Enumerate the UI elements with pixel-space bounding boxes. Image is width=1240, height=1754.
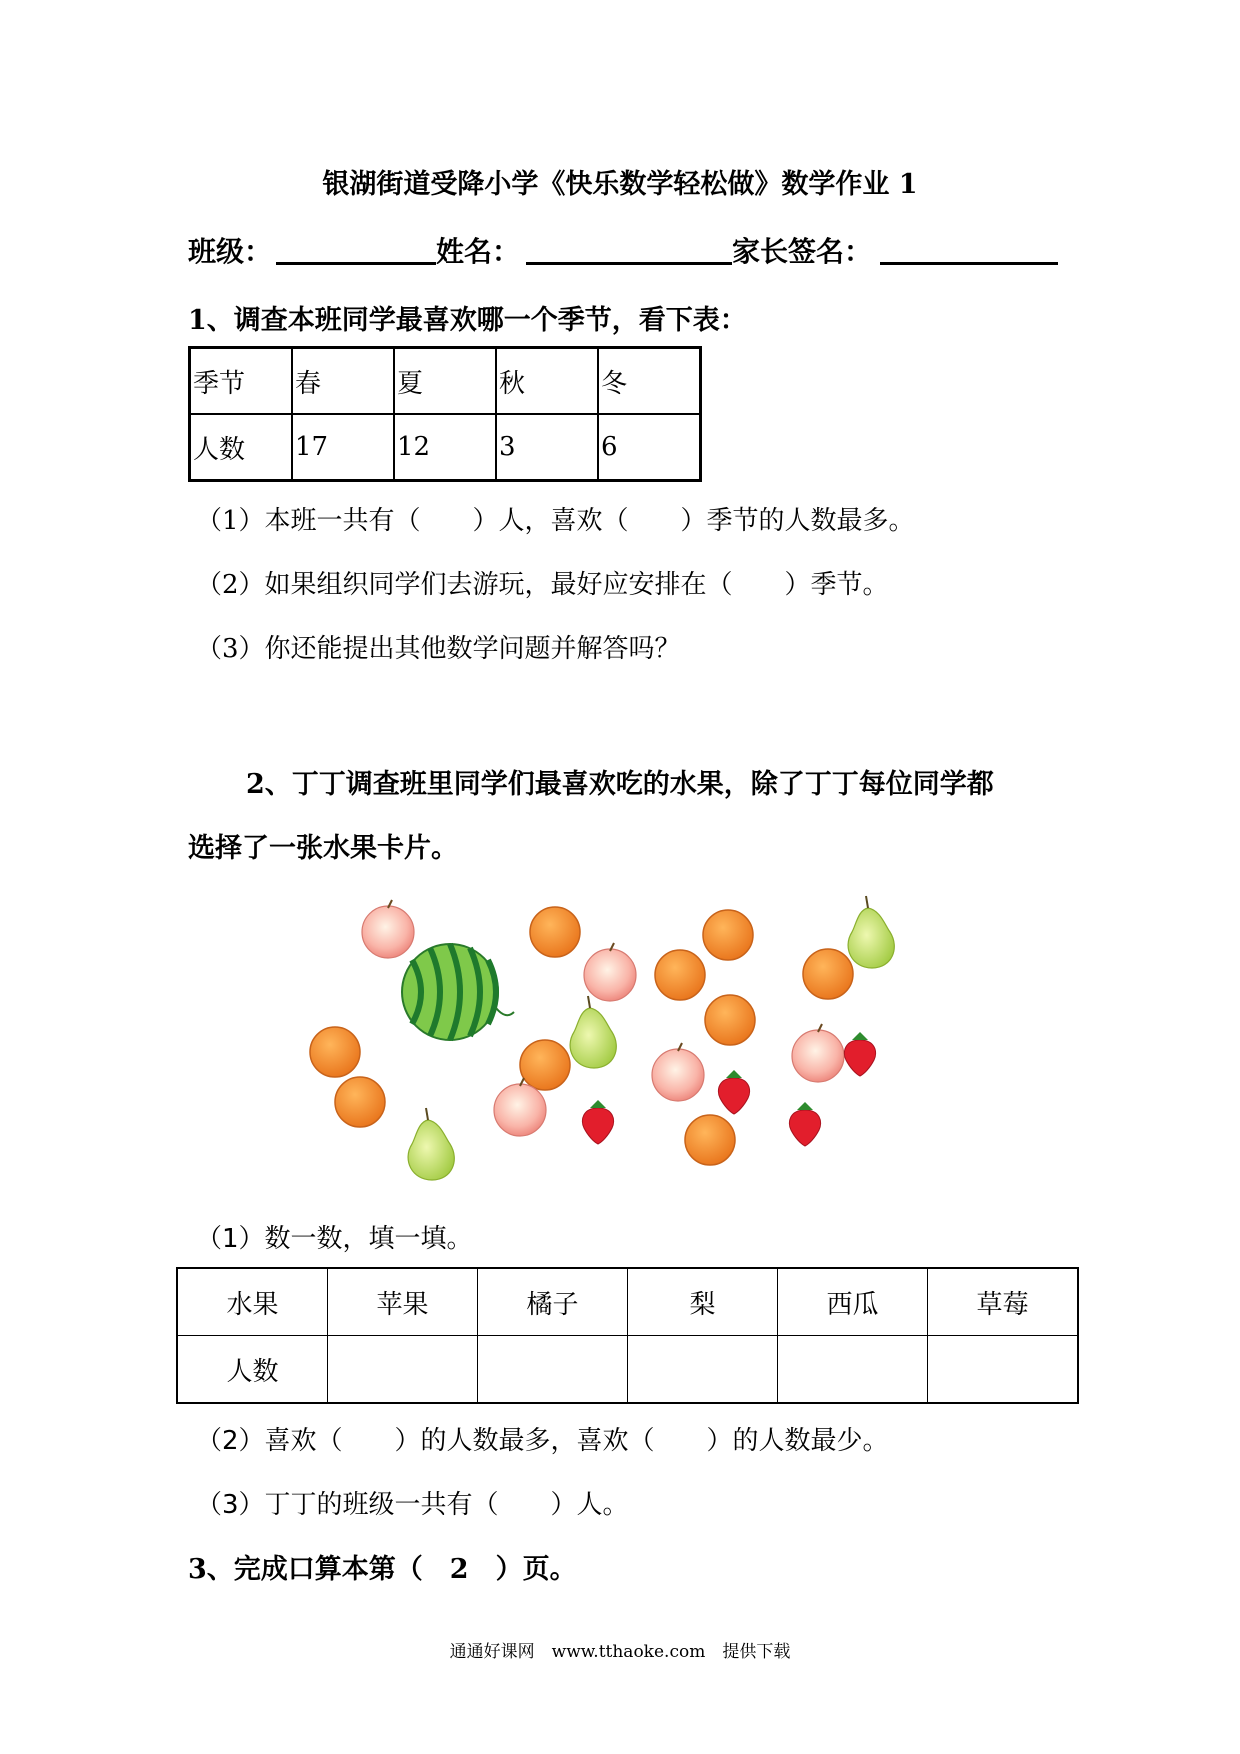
- footer: 通通好课网 www.tthaoke.com 提供下载: [449, 1642, 791, 1662]
- table-cell: 西瓜: [778, 1268, 928, 1336]
- q1-sub3: （3）你还能提出其他数学问题并解答吗？: [196, 634, 681, 664]
- q2-sub2: （2）喜欢（ ）的人数最多，喜欢（ ）的人数最少。: [196, 1426, 889, 1456]
- page-title: 银湖街道受降小学《快乐数学轻松做》数学作业 1: [322, 169, 918, 200]
- fruit-table: [176, 1267, 1079, 1404]
- table-cell: 3: [496, 414, 598, 481]
- orange: [685, 1115, 735, 1165]
- strawberry: [789, 1110, 820, 1146]
- orange: [655, 950, 705, 1000]
- strawberry: [844, 1040, 875, 1076]
- table-cell: 季节: [190, 348, 293, 415]
- table-cell: 人数: [177, 1336, 328, 1404]
- class-label: 班级：: [188, 235, 273, 268]
- parent-sign-field[interactable]: [880, 262, 1058, 265]
- table-cell: 12: [394, 414, 496, 481]
- q2-heading-line2: 选择了一张水果卡片。: [188, 833, 458, 864]
- table-cell: 橘子: [478, 1268, 628, 1336]
- apple: [792, 1030, 844, 1082]
- table-cell: 17: [292, 414, 394, 481]
- orange: [705, 995, 755, 1045]
- watermelon: [402, 944, 514, 1040]
- pear: [408, 1120, 454, 1180]
- table-row: [190, 414, 701, 481]
- orange: [335, 1077, 385, 1127]
- info-fields: [188, 230, 272, 270]
- apple: [652, 1049, 704, 1101]
- apple: [584, 949, 636, 1001]
- season-table: [188, 346, 702, 482]
- orange: [703, 910, 753, 960]
- answer-cell-orange[interactable]: [478, 1336, 628, 1404]
- table-row: [177, 1268, 1078, 1336]
- table-cell: 人数: [190, 414, 293, 481]
- name-field[interactable]: [526, 262, 732, 265]
- q2-sub1: （1）数一数，填一填。: [196, 1224, 473, 1254]
- q3-text: 3、完成口算本第（ 2 ）页。: [188, 1554, 577, 1585]
- apple: [362, 906, 414, 958]
- table-cell: 春: [292, 348, 394, 415]
- table-cell: 草莓: [928, 1268, 1079, 1336]
- q2-heading-line1: 2、丁丁调查班里同学们最喜欢吃的水果，除了丁丁每位同学都: [246, 769, 994, 800]
- table-row: [190, 348, 701, 415]
- table-cell: 梨: [628, 1268, 778, 1336]
- orange: [310, 1027, 360, 1077]
- q1-sub1: （1）本班一共有（ ）人，喜欢（ ）季节的人数最多。: [196, 506, 915, 536]
- q2-sub3: （3）丁丁的班级一共有（ ）人。: [196, 1490, 629, 1520]
- answer-cell-watermelon[interactable]: [778, 1336, 928, 1404]
- pear: [848, 908, 894, 968]
- table-cell: 水果: [177, 1268, 328, 1336]
- answer-cell-strawberry[interactable]: [928, 1336, 1079, 1404]
- orange: [530, 907, 580, 957]
- apple: [494, 1084, 546, 1136]
- table-cell: 夏: [394, 348, 496, 415]
- strawberry: [718, 1078, 749, 1114]
- table-row: [177, 1336, 1078, 1404]
- table-cell: 苹果: [328, 1268, 478, 1336]
- pear: [570, 1008, 616, 1068]
- parent-sign-label: 家长签名：: [732, 235, 873, 268]
- name-label: 姓名：: [436, 235, 521, 268]
- strawberry: [582, 1108, 613, 1144]
- table-cell: 秋: [496, 348, 598, 415]
- answer-cell-apple[interactable]: [328, 1336, 478, 1404]
- q1-heading: 1、调查本班同学最喜欢哪一个季节，看下表：: [188, 305, 747, 336]
- table-cell: 冬: [598, 348, 701, 415]
- class-field[interactable]: [276, 262, 436, 265]
- q1-sub2: （2）如果组织同学们去游玩，最好应安排在（ ）季节。: [196, 570, 889, 600]
- table-cell: 6: [598, 414, 701, 481]
- answer-cell-pear[interactable]: [628, 1336, 778, 1404]
- orange: [803, 949, 853, 999]
- fruit-cards-illustration: [300, 880, 920, 1190]
- orange: [520, 1040, 570, 1090]
